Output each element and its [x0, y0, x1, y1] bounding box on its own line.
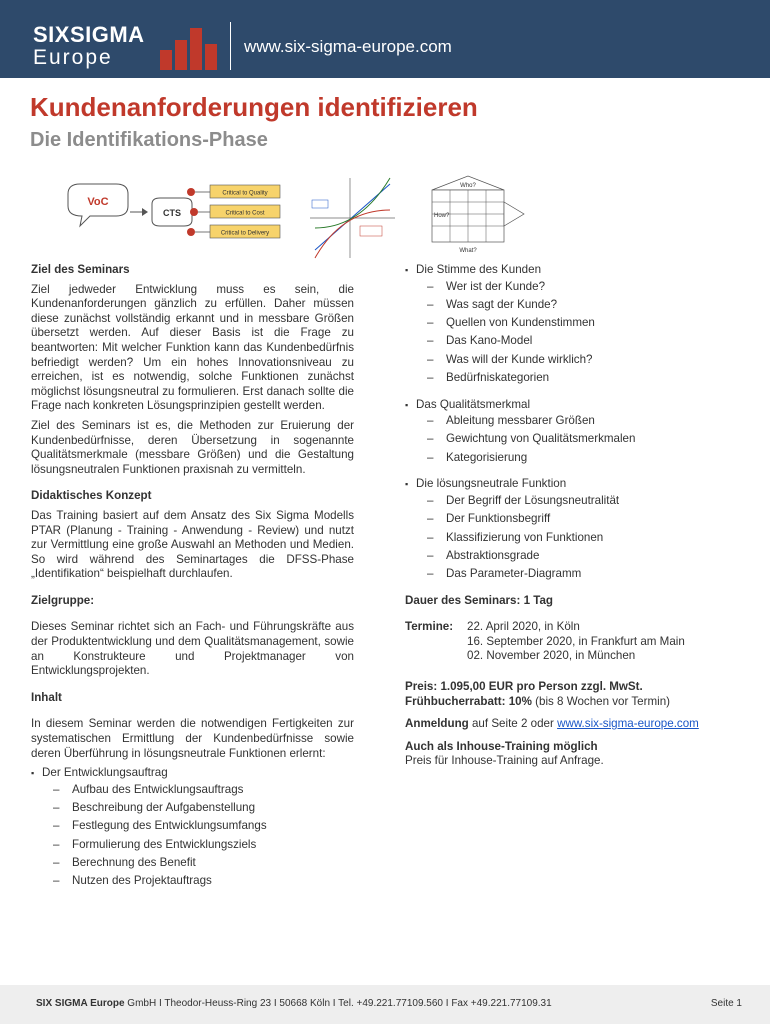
inhouse-text: Preis für Inhouse-Training auf Anfrage.: [405, 754, 604, 768]
list-item-bullet: [31, 766, 354, 889]
header-url[interactable]: www.six-sigma-europe.com: [244, 37, 452, 56]
inhalt-paragraph: In diesem Seminar werden die notwendigen Fertigkeiten zur systematischen Ermittlung der Kundenbedürfnisse sowie deren Überführung in lösungsneutrale Funktionen erlernt:: [31, 717, 354, 760]
list-item: – Nutzen des Projektauftrags: [42, 874, 354, 889]
list-item: – Klassifizierung von Funktionen: [416, 531, 750, 546]
section-heading-ziel: Ziel des Seminars: [31, 263, 130, 276]
ctc-box-label: Critical to Cost: [225, 210, 265, 217]
topic-bullet: Die lösungsneutrale Funktion: [416, 477, 567, 491]
topics-list: [405, 263, 750, 582]
early-bird: [405, 695, 750, 710]
kano-model-diagram: [310, 178, 395, 258]
house-of-quality-diagram: [432, 176, 524, 254]
price: Preis: 1.095,00 EUR pro Person zzgl. MwSt.: [405, 680, 643, 694]
illustration-strip: [60, 170, 560, 260]
zielgruppe-paragraph: Dieses Seminar richtet sich an Fach- und Führungskräfte aus der Produktentwicklung und dem Qualitätsmanagement, sowie an Konstrukteure und Projektmanager von Entwicklungsprojekten.: [31, 620, 354, 678]
page-subtitle: Die Identifikations-Phase: [30, 129, 268, 151]
header-divider: [230, 22, 231, 70]
logo-bars-icon: [160, 24, 220, 70]
registration-link[interactable]: www.six-sigma-europe.com: [557, 717, 699, 731]
logo-wordmark-bottom: Europe: [33, 46, 113, 69]
inhouse-heading: Auch als Inhouse-Training möglich: [405, 739, 598, 753]
qfd-top-label: Who?: [460, 183, 476, 189]
list-item: – Bedürfniskategorien: [416, 371, 750, 386]
topic-group: [405, 477, 750, 581]
date-item: 22. April 2020, in Köln: [467, 620, 580, 634]
early-bird-label: Frühbucherrabatt: 10%: [405, 694, 532, 708]
list-item: – Beschreibung der Aufgabenstellung: [42, 801, 354, 816]
logo-wordmark-top: SIXSIGMA: [33, 22, 145, 47]
left-column: [31, 263, 354, 901]
ctq-box-label: Critical to Quality: [222, 190, 268, 197]
footer-details: GmbH I Theodor-Heuss-Ring 23 I 50668 Köln I Tel. +49.221.77109.560 I Fax +49.221.77109.31: [124, 998, 552, 1009]
sub-list: [42, 783, 354, 889]
voc-cts-diagram: [68, 184, 280, 238]
list-item: – Festlegung des Entwicklungsumfangs: [42, 819, 354, 834]
section-heading-inhalt: Inhalt: [31, 690, 62, 704]
list-item: – Der Begriff der Lösungsneutralität: [416, 494, 750, 509]
list-item: – Was will der Kunde wirklich?: [416, 353, 750, 368]
registration-label: Anmeldung: [405, 717, 469, 731]
list-item: – Quellen von Kundenstimmen: [416, 316, 750, 331]
topic-bullet: Das Qualitätsmerkmal: [416, 397, 531, 411]
dates-row: [405, 620, 750, 664]
list-item: – Berechnung des Benefit: [42, 856, 354, 871]
qfd-left-label: How?: [434, 213, 450, 219]
ziel-paragraph-1: Ziel jedweder Entwicklung muss es sein, die Kundenanforderungen gänzlich zu erfüllen. Daher müssen diese zunächst vollständig erkannt und in messbare Größen übersetzt werden. Auf dieser Basis ist die Frage zu beantworten: Mit welcher Funktion kann das Kundenbedürfnis befriedigt werden? Um ein hohes Innovationsniveau zu erreichen, ist es notwendig, solche Funktionen zunächst möglichst lösungsneutral zu formulieren. Erst danach sollte die Frage nach konkreten Lösungsprinzipien gestellt werden.: [31, 282, 354, 413]
cts-label: CTS: [163, 208, 181, 218]
footer-company: SIX SIGMA Europe: [36, 998, 125, 1009]
list-item: – Abstraktionsgrade: [416, 549, 750, 564]
date-item: 02. November 2020, in München: [467, 649, 636, 663]
list-item: – Das Parameter-Diagramm: [416, 567, 750, 582]
date-item: 16. September 2020, in Frankfurt am Main: [467, 634, 685, 648]
section-heading-didaktik: Didaktisches Konzept: [31, 489, 152, 503]
voc-label: VoC: [87, 196, 109, 208]
sub-list: [416, 414, 750, 465]
inhalt-list: [31, 766, 354, 889]
section-heading-zielgruppe: Zielgruppe:: [31, 593, 95, 607]
page-number: Seite 1: [710, 998, 742, 1009]
didaktik-paragraph: Das Training basiert auf dem Ansatz des Six Sigma Modells PTAR (Planung - Training - Anwendung - Review) und nutzt zur Vermittlung eine große Auswahl an Methoden und Medien. So wird während des Seminartages die DFSS-Phase „Identifikation“ beispielhaft durchlaufen.: [31, 508, 354, 581]
right-column: [405, 263, 750, 769]
topic-group: [405, 263, 750, 386]
dates-list: [467, 620, 685, 664]
page-title: Kundenanforderungen identifizieren: [30, 92, 478, 122]
list-item: – Der Funktionsbegriff: [416, 512, 750, 527]
list-item: – Gewichtung von Qualitätsmerkmalen: [416, 432, 750, 447]
list-item: – Was sagt der Kunde?: [416, 298, 750, 313]
list-item: – Formulierung des Entwicklungsziels: [42, 838, 354, 853]
topic-group: [405, 398, 750, 466]
list-item: – Aufbau des Entwicklungsauftrags: [42, 783, 354, 798]
list-item: – Wer ist der Kunde?: [416, 280, 750, 295]
dates-label: Termine:: [405, 620, 454, 634]
bullet-entwicklungsauftrag: Der Entwicklungsauftrag: [42, 766, 168, 780]
sub-list: [416, 280, 750, 386]
list-item: – Kategorisierung: [416, 451, 750, 466]
list-item: – Das Kano-Model: [416, 334, 750, 349]
early-bird-text: (bis 8 Wochen vor Termin): [531, 694, 671, 708]
ziel-paragraph-2: Ziel des Seminars ist es, die Methoden zur Eruierung der Kundenbedürfnisse, deren Übersetzung in sogenannte Qualitätsmerkmale (messbare Größen) und die Gestaltung lösungsneutralen Funktionen praxisnah zu vermitteln.: [31, 418, 354, 476]
qfd-bottom-label: What?: [459, 248, 477, 254]
sub-list: [416, 494, 750, 582]
footer: [0, 985, 770, 1024]
ctd-box-label: Critical to Delivery: [220, 230, 270, 237]
inhouse-block: [405, 740, 750, 769]
header-bar: [0, 0, 770, 78]
price-block: [405, 680, 750, 709]
topic-bullet: Die Stimme des Kunden: [416, 263, 542, 276]
list-item: – Ableitung messbarer Größen: [416, 414, 750, 429]
registration-text: auf Seite 2 oder: [468, 717, 558, 731]
footer-address: [36, 998, 552, 1009]
registration: [405, 717, 750, 732]
duration: Dauer des Seminars: 1 Tag: [405, 593, 553, 607]
